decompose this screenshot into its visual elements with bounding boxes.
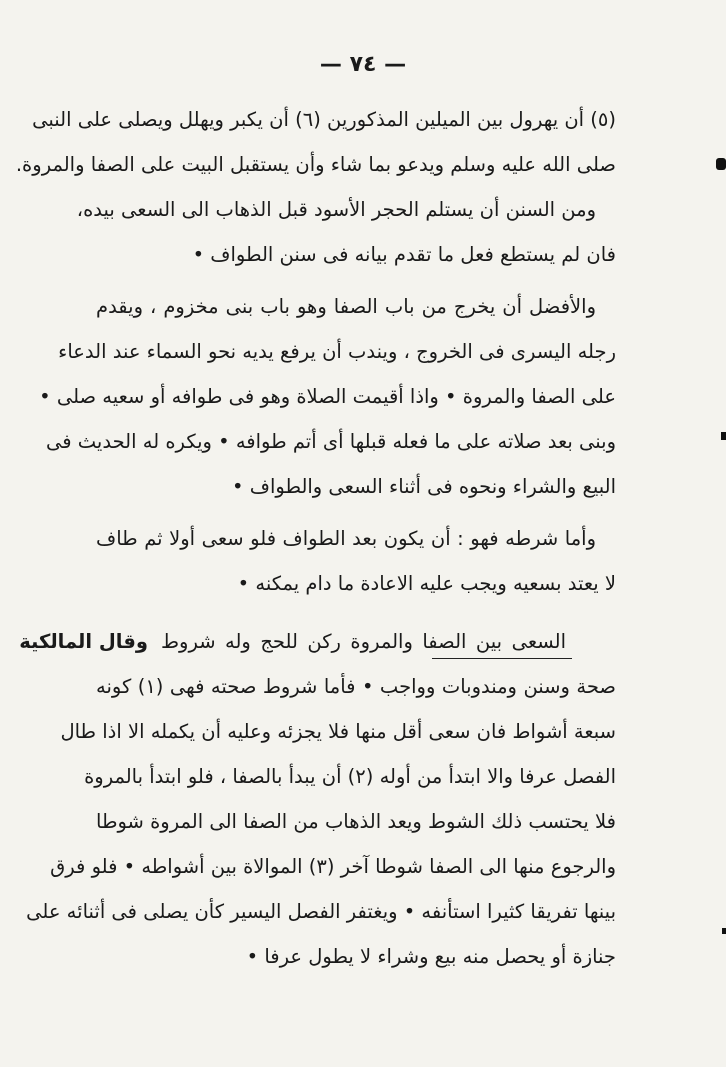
page-number: — ٧٤ — xyxy=(319,52,407,77)
text-line-5: والأفضل أن يخرج من باب الصفا وهو باب بنى مخزوم ، ويقدم xyxy=(96,295,596,318)
margin-mark xyxy=(722,928,726,934)
text-line-16: فلا يحتسب ذلك الشوط ويعد الذهاب من الصفا الى المروة شوطا xyxy=(96,810,616,833)
text-line-18: بينها تفريقا كثيرا استأنفه • ويغتفر الفصل اليسير كأن يصلى فى أثنائه على xyxy=(26,900,616,923)
margin-mark xyxy=(716,158,726,170)
text-line-12: السعى بين الصفا والمروة ركن للحج وله شروط xyxy=(161,630,566,653)
text-line-1: (٥) أن يهرول بين الميلين المذكورين (٦) أن يكبر ويهلل ويصلى على النبى xyxy=(32,108,616,131)
text-line-15: الفصل عرفا والا ابتدأ من أوله (٢) أن يبدأ بالصفا ، فلو ابتدأ بالمروة xyxy=(84,765,616,788)
margin-mark xyxy=(721,432,726,440)
text-line-6: رجله اليسرى فى الخروج ، ويندب أن يرفع يديه نحو السماء عند الدعاء xyxy=(58,340,616,363)
text-line-19: جنازة أو يحصل منه بيع وشراء لا يطول عرفا • xyxy=(246,945,616,968)
text-line-17: والرجوع منها الى الصفا شوطا آخر (٣) الموالاة بين أشواطه • فلو فرق xyxy=(50,855,616,878)
text-line-4: فان لم يستطع فعل ما تقدم بيانه فى سنن الطواف • xyxy=(192,243,616,266)
text-line-9: البيع والشراء ونحوه فى أثناء السعى والطواف • xyxy=(232,475,616,498)
text-line-10: وأما شرطه فهو : أن يكون بعد الطواف فلو سعى أولا ثم طاف xyxy=(96,527,596,550)
text-line-14: سبعة أشواط فان سعى أقل منها فلا يجزئه وعليه أن يكمله الا اذا طال xyxy=(60,720,616,743)
text-line-7: على الصفا والمروة • واذا أقيمت الصلاة وهو فى طوافه أو سعيه صلى • xyxy=(39,385,616,408)
text-line-13: صحة وسنن ومندوبات وواجب • فأما شروط صحته فهى (١) كونه xyxy=(96,675,616,698)
text-line-3: ومن السنن أن يستلم الحجر الأسود قبل الذهاب الى السعى بيده، xyxy=(76,198,596,221)
heading-underline xyxy=(432,658,572,659)
section-heading: وقال المالكية xyxy=(19,630,148,653)
text-line-11: لا يعتد بسعيه ويجب عليه الاعادة ما دام يمكنه • xyxy=(237,572,616,595)
text-line-8: وبنى بعد صلاته على ما فعله قبلها أى أتم طوافه • ويكره له الحديث فى xyxy=(46,430,616,453)
text-line-2: صلى الله عليه وسلم ويدعو بما شاء وأن يستقبل البيت على الصفا والمروة. xyxy=(15,153,616,176)
